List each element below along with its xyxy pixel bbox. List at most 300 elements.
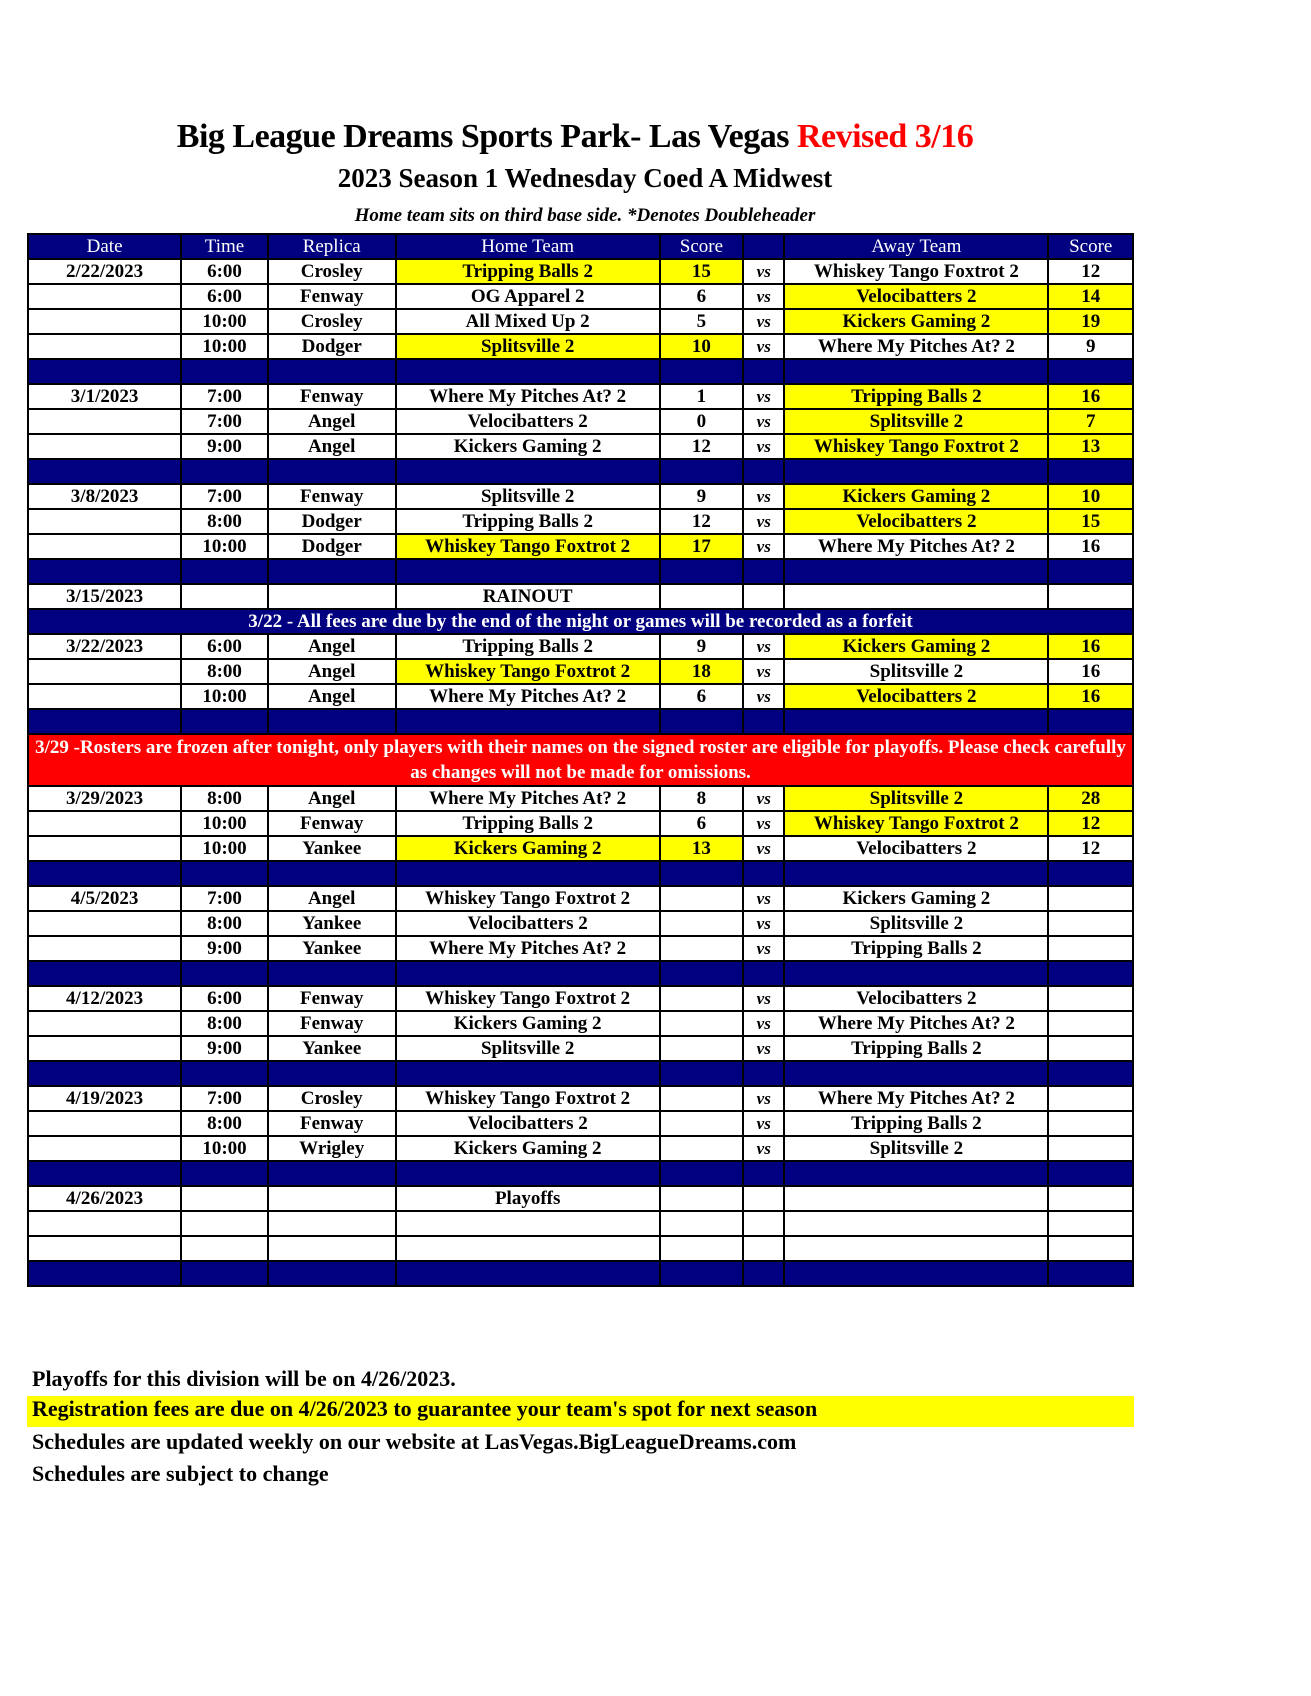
away-team-cell: Where My Pitches At? 2 xyxy=(784,1086,1048,1111)
away-score-cell xyxy=(1048,911,1133,936)
replica-cell: Dodger xyxy=(268,509,396,534)
empty-cell xyxy=(660,961,743,986)
game-row xyxy=(28,836,1133,861)
empty-cell xyxy=(743,1236,784,1261)
vs-cell: vs xyxy=(743,684,784,709)
vs-cell: vs xyxy=(743,1086,784,1111)
game-row xyxy=(28,1036,1133,1061)
away-team-cell: Kickers Gaming 2 xyxy=(784,634,1048,659)
empty-cell xyxy=(396,961,660,986)
time-cell: 8:00 xyxy=(181,1111,268,1136)
time-cell: 9:00 xyxy=(181,1036,268,1061)
time-cell: 9:00 xyxy=(181,434,268,459)
empty-cell xyxy=(28,1211,181,1236)
away-score-cell xyxy=(1048,1011,1133,1036)
empty-cell xyxy=(396,359,660,384)
vs-cell: vs xyxy=(743,484,784,509)
empty-cell xyxy=(743,584,784,609)
col-home-team: Home Team xyxy=(396,234,660,259)
fees-notice: 3/22 - All fees are due by the end of the night or games will be recorded as a forfeit xyxy=(28,609,1133,634)
empty-cell xyxy=(396,459,660,484)
empty-cell xyxy=(28,1261,181,1286)
time-cell: 10:00 xyxy=(181,534,268,559)
date-cell xyxy=(28,1111,181,1136)
away-score-cell: 28 xyxy=(1048,786,1133,811)
home-team-cell: Whiskey Tango Foxtrot 2 xyxy=(396,534,660,559)
replica-cell: Fenway xyxy=(268,384,396,409)
replica-cell: Fenway xyxy=(268,811,396,836)
replica-cell: Angel xyxy=(268,886,396,911)
home-team-cell: Whiskey Tango Foxtrot 2 xyxy=(396,886,660,911)
away-score-cell: 16 xyxy=(1048,634,1133,659)
time-cell xyxy=(181,584,268,609)
game-row xyxy=(28,1136,1133,1161)
empty-cell xyxy=(28,861,181,886)
col-vs xyxy=(743,234,784,259)
away-team-cell: Tripping Balls 2 xyxy=(784,384,1048,409)
home-team-cell: Velocibatters 2 xyxy=(396,911,660,936)
game-row xyxy=(28,484,1133,509)
empty-cell xyxy=(660,1261,743,1286)
away-score-cell xyxy=(1048,1136,1133,1161)
empty-cell xyxy=(181,459,268,484)
home-score-cell: 17 xyxy=(660,534,743,559)
home-team-cell: Kickers Gaming 2 xyxy=(396,1136,660,1161)
home-score-cell: 15 xyxy=(660,259,743,284)
replica-cell: Angel xyxy=(268,684,396,709)
time-cell: 7:00 xyxy=(181,484,268,509)
vs-cell: vs xyxy=(743,634,784,659)
away-team-cell: Splitsville 2 xyxy=(784,659,1048,684)
time-cell: 7:00 xyxy=(181,886,268,911)
empty-cell xyxy=(1048,861,1133,886)
away-score-cell: 12 xyxy=(1048,811,1133,836)
game-row xyxy=(28,684,1133,709)
empty-cell xyxy=(28,709,181,734)
away-score-cell: 16 xyxy=(1048,534,1133,559)
replica-cell: Fenway xyxy=(268,484,396,509)
away-team-cell: Tripping Balls 2 xyxy=(784,936,1048,961)
empty-cell xyxy=(743,359,784,384)
time-cell: 8:00 xyxy=(181,659,268,684)
date-cell: 3/8/2023 xyxy=(28,484,181,509)
home-score-cell xyxy=(660,1036,743,1061)
vs-cell: vs xyxy=(743,786,784,811)
empty-cell xyxy=(28,1236,181,1261)
empty-cell xyxy=(743,1061,784,1086)
empty-cell xyxy=(784,709,1048,734)
empty-cell xyxy=(181,709,268,734)
time-cell: 10:00 xyxy=(181,334,268,359)
date-cell xyxy=(28,911,181,936)
home-score-cell: 18 xyxy=(660,659,743,684)
vs-cell: vs xyxy=(743,309,784,334)
empty-cell xyxy=(660,1236,743,1261)
away-team-cell: Splitsville 2 xyxy=(784,911,1048,936)
home-team-cell: Kickers Gaming 2 xyxy=(396,434,660,459)
away-score-cell xyxy=(1048,986,1133,1011)
empty-cell xyxy=(1048,359,1133,384)
empty-cell xyxy=(1048,459,1133,484)
game-row xyxy=(28,434,1133,459)
home-team-cell: Where My Pitches At? 2 xyxy=(396,684,660,709)
game-row xyxy=(28,986,1133,1011)
home-score-cell: 9 xyxy=(660,634,743,659)
game-row xyxy=(28,509,1133,534)
home-team-cell: Splitsville 2 xyxy=(396,1036,660,1061)
empty-cell xyxy=(181,359,268,384)
empty-cell xyxy=(1048,1261,1133,1286)
home-score-cell: 6 xyxy=(660,284,743,309)
footer-website: Schedules are updated weekly on our website at LasVegas.BigLeagueDreams.com xyxy=(32,1429,797,1454)
home-score-cell xyxy=(660,936,743,961)
subtitle: 2023 Season 1 Wednesday Coed A Midwest xyxy=(337,163,833,193)
date-cell xyxy=(28,284,181,309)
away-score-cell xyxy=(1048,886,1133,911)
home-team-cell: Whiskey Tango Foxtrot 2 xyxy=(396,659,660,684)
vs-cell: vs xyxy=(743,384,784,409)
date-cell: 3/1/2023 xyxy=(28,384,181,409)
date-cell: 3/15/2023 xyxy=(28,584,181,609)
vs-cell: vs xyxy=(743,284,784,309)
away-team-cell: Splitsville 2 xyxy=(784,1136,1048,1161)
vs-cell: vs xyxy=(743,836,784,861)
home-score-cell: 13 xyxy=(660,836,743,861)
date-cell xyxy=(28,409,181,434)
roster-alert: 3/29 -Rosters are frozen after tonight, only players with their names on the signed roster are eligible for playoffs. Please check carefully as changes will not be made for omissions. xyxy=(28,734,1133,786)
away-team-cell: Kickers Gaming 2 xyxy=(784,886,1048,911)
empty-cell xyxy=(660,559,743,584)
home-team-cell: Kickers Gaming 2 xyxy=(396,1011,660,1036)
game-row xyxy=(28,284,1133,309)
replica-cell xyxy=(268,1186,396,1211)
empty-cell xyxy=(1048,1061,1133,1086)
home-team-cell: Velocibatters 2 xyxy=(396,1111,660,1136)
home-score-cell xyxy=(660,1111,743,1136)
away-team-cell: Velocibatters 2 xyxy=(784,509,1048,534)
home-score-cell xyxy=(660,986,743,1011)
game-row xyxy=(28,886,1133,911)
empty-cell xyxy=(396,1061,660,1086)
away-score-cell: 7 xyxy=(1048,409,1133,434)
empty-cell xyxy=(784,1161,1048,1186)
date-cell xyxy=(28,811,181,836)
empty-cell xyxy=(660,1161,743,1186)
empty-cell xyxy=(268,1061,396,1086)
home-team-cell: Whiskey Tango Foxtrot 2 xyxy=(396,986,660,1011)
footer-registration: Registration fees are due on 4/26/2023 to guarantee your team's spot for next season xyxy=(27,1396,1134,1427)
vs-cell: vs xyxy=(743,409,784,434)
replica-cell: Dodger xyxy=(268,334,396,359)
away-team-cell: Velocibatters 2 xyxy=(784,284,1048,309)
game-row xyxy=(28,811,1133,836)
empty-cell xyxy=(784,961,1048,986)
time-cell: 7:00 xyxy=(181,1086,268,1111)
away-score-cell: 9 xyxy=(1048,334,1133,359)
home-score-cell xyxy=(660,1011,743,1036)
separator-row xyxy=(28,359,1133,384)
replica-cell: Fenway xyxy=(268,986,396,1011)
away-score-cell: 14 xyxy=(1048,284,1133,309)
empty-cell xyxy=(660,1186,743,1211)
date-cell xyxy=(28,684,181,709)
vs-cell: vs xyxy=(743,534,784,559)
empty-cell xyxy=(181,1061,268,1086)
game-row xyxy=(28,1086,1133,1111)
special-row xyxy=(28,584,1133,609)
empty-cell xyxy=(268,709,396,734)
time-cell: 10:00 xyxy=(181,1136,268,1161)
away-score-cell: 16 xyxy=(1048,384,1133,409)
date-cell xyxy=(28,1011,181,1036)
header-row xyxy=(28,234,1133,259)
game-row xyxy=(28,309,1133,334)
empty-cell xyxy=(268,961,396,986)
date-cell: 3/22/2023 xyxy=(28,634,181,659)
replica-cell: Crosley xyxy=(268,309,396,334)
home-score-cell xyxy=(660,886,743,911)
game-row xyxy=(28,659,1133,684)
replica-cell: Angel xyxy=(268,434,396,459)
home-score-cell: 1 xyxy=(660,384,743,409)
vs-cell: vs xyxy=(743,1036,784,1061)
empty-cell xyxy=(784,359,1048,384)
replica-cell: Dodger xyxy=(268,534,396,559)
empty-cell xyxy=(28,459,181,484)
empty-cell xyxy=(660,584,743,609)
empty-cell xyxy=(268,459,396,484)
time-cell: 8:00 xyxy=(181,786,268,811)
event-label: Playoffs xyxy=(396,1186,660,1211)
separator-row xyxy=(28,1261,1133,1286)
vs-cell: vs xyxy=(743,509,784,534)
away-team-cell: Tripping Balls 2 xyxy=(784,1111,1048,1136)
game-row xyxy=(28,259,1133,284)
date-cell xyxy=(28,309,181,334)
empty-row xyxy=(28,1236,1133,1261)
home-team-cell: Where My Pitches At? 2 xyxy=(396,786,660,811)
empty-cell xyxy=(181,861,268,886)
empty-cell xyxy=(784,559,1048,584)
replica-cell: Fenway xyxy=(268,284,396,309)
date-cell xyxy=(28,434,181,459)
empty-cell xyxy=(743,961,784,986)
empty-cell xyxy=(268,559,396,584)
date-cell: 4/26/2023 xyxy=(28,1186,181,1211)
empty-cell xyxy=(181,1236,268,1261)
vs-cell: vs xyxy=(743,434,784,459)
empty-cell xyxy=(660,1211,743,1236)
game-row xyxy=(28,936,1133,961)
home-team-cell: Whiskey Tango Foxtrot 2 xyxy=(396,1086,660,1111)
away-score-cell xyxy=(1048,936,1133,961)
empty-cell xyxy=(396,1211,660,1236)
empty-cell xyxy=(181,1261,268,1286)
empty-cell xyxy=(1048,584,1133,609)
date-cell xyxy=(28,836,181,861)
game-row xyxy=(28,786,1133,811)
empty-cell xyxy=(181,961,268,986)
empty-cell xyxy=(1048,709,1133,734)
home-score-cell: 12 xyxy=(660,434,743,459)
empty-cell xyxy=(28,359,181,384)
replica-cell: Yankee xyxy=(268,1036,396,1061)
away-team-cell: Velocibatters 2 xyxy=(784,836,1048,861)
vs-cell: vs xyxy=(743,1111,784,1136)
schedule-table xyxy=(27,233,1134,1287)
separator-row xyxy=(28,961,1133,986)
empty-cell xyxy=(743,459,784,484)
separator-row xyxy=(28,861,1133,886)
empty-cell xyxy=(660,861,743,886)
empty-cell xyxy=(268,1211,396,1236)
empty-cell xyxy=(743,1211,784,1236)
replica-cell: Angel xyxy=(268,409,396,434)
home-team-cell: All Mixed Up 2 xyxy=(396,309,660,334)
empty-cell xyxy=(743,1186,784,1211)
empty-cell xyxy=(28,1161,181,1186)
away-team-cell: Velocibatters 2 xyxy=(784,684,1048,709)
vs-cell: vs xyxy=(743,1011,784,1036)
empty-cell xyxy=(743,709,784,734)
empty-cell xyxy=(268,1161,396,1186)
separator-row xyxy=(28,709,1133,734)
away-team-cell: Where My Pitches At? 2 xyxy=(784,334,1048,359)
replica-cell: Fenway xyxy=(268,1111,396,1136)
vs-cell: vs xyxy=(743,811,784,836)
time-cell: 6:00 xyxy=(181,634,268,659)
date-cell xyxy=(28,936,181,961)
empty-cell xyxy=(660,1061,743,1086)
date-cell: 3/29/2023 xyxy=(28,786,181,811)
time-cell: 6:00 xyxy=(181,284,268,309)
empty-cell xyxy=(784,459,1048,484)
home-team-cell: Tripping Balls 2 xyxy=(396,811,660,836)
away-score-cell: 16 xyxy=(1048,684,1133,709)
time-cell: 6:00 xyxy=(181,986,268,1011)
home-score-cell xyxy=(660,1086,743,1111)
roster-alert-row xyxy=(28,734,1133,786)
vs-cell: vs xyxy=(743,911,784,936)
replica-cell: Crosley xyxy=(268,259,396,284)
replica-cell: Wrigley xyxy=(268,1136,396,1161)
note: Home team sits on third base side. *Denotes Doubleheader xyxy=(354,205,816,226)
empty-cell xyxy=(660,359,743,384)
empty-cell xyxy=(784,1061,1048,1086)
away-score-cell: 13 xyxy=(1048,434,1133,459)
replica-cell xyxy=(268,584,396,609)
game-row xyxy=(28,634,1133,659)
empty-cell xyxy=(1048,1236,1133,1261)
replica-cell: Angel xyxy=(268,634,396,659)
vs-cell: vs xyxy=(743,659,784,684)
away-team-cell: Where My Pitches At? 2 xyxy=(784,534,1048,559)
vs-cell: vs xyxy=(743,259,784,284)
col-home-score: Score xyxy=(660,234,743,259)
home-score-cell: 6 xyxy=(660,811,743,836)
away-score-cell: 12 xyxy=(1048,259,1133,284)
replica-cell: Yankee xyxy=(268,936,396,961)
away-score-cell xyxy=(1048,1111,1133,1136)
empty-cell xyxy=(268,1261,396,1286)
empty-cell xyxy=(784,1236,1048,1261)
empty-cell xyxy=(784,861,1048,886)
special-row xyxy=(28,1186,1133,1211)
away-team-cell: Splitsville 2 xyxy=(784,409,1048,434)
home-score-cell: 0 xyxy=(660,409,743,434)
empty-cell xyxy=(784,1211,1048,1236)
time-cell: 7:00 xyxy=(181,384,268,409)
separator-row xyxy=(28,1061,1133,1086)
notice-row xyxy=(28,609,1133,634)
replica-cell: Yankee xyxy=(268,836,396,861)
away-team-cell: Tripping Balls 2 xyxy=(784,1036,1048,1061)
away-team-cell: Whiskey Tango Foxtrot 2 xyxy=(784,434,1048,459)
away-score-cell: 19 xyxy=(1048,309,1133,334)
away-team-cell: Splitsville 2 xyxy=(784,786,1048,811)
col-away-team: Away Team xyxy=(784,234,1048,259)
away-team-cell: Velocibatters 2 xyxy=(784,986,1048,1011)
date-cell: 4/12/2023 xyxy=(28,986,181,1011)
title-text: Big League Dreams Sports Park- Las Vegas xyxy=(176,118,789,155)
vs-cell: vs xyxy=(743,886,784,911)
col-replica: Replica xyxy=(268,234,396,259)
home-score-cell: 10 xyxy=(660,334,743,359)
home-team-cell: Tripping Balls 2 xyxy=(396,509,660,534)
time-cell xyxy=(181,1186,268,1211)
separator-row xyxy=(28,459,1133,484)
empty-cell xyxy=(396,861,660,886)
footer-playoffs: Playoffs for this division will be on 4/26/2023. xyxy=(32,1366,456,1391)
separator-row xyxy=(28,559,1133,584)
col-date: Date xyxy=(28,234,181,259)
time-cell: 6:00 xyxy=(181,259,268,284)
home-team-cell: Velocibatters 2 xyxy=(396,409,660,434)
date-cell xyxy=(28,534,181,559)
home-score-cell: 8 xyxy=(660,786,743,811)
home-score-cell xyxy=(660,1136,743,1161)
time-cell: 8:00 xyxy=(181,1011,268,1036)
away-score-cell: 12 xyxy=(1048,836,1133,861)
empty-cell xyxy=(396,559,660,584)
empty-cell xyxy=(1048,559,1133,584)
time-cell: 10:00 xyxy=(181,684,268,709)
empty-cell xyxy=(181,1161,268,1186)
replica-cell: Yankee xyxy=(268,911,396,936)
away-score-cell xyxy=(1048,1086,1133,1111)
away-team-cell: Where My Pitches At? 2 xyxy=(784,1011,1048,1036)
game-row xyxy=(28,534,1133,559)
empty-cell xyxy=(1048,961,1133,986)
footer-subject-to-change: Schedules are subject to change xyxy=(32,1461,329,1486)
replica-cell: Angel xyxy=(268,786,396,811)
empty-cell xyxy=(181,1211,268,1236)
empty-cell xyxy=(268,861,396,886)
home-score-cell xyxy=(660,911,743,936)
home-score-cell: 9 xyxy=(660,484,743,509)
empty-cell xyxy=(784,584,1048,609)
empty-cell xyxy=(28,559,181,584)
home-team-cell: Tripping Balls 2 xyxy=(396,259,660,284)
empty-cell xyxy=(396,1161,660,1186)
time-cell: 10:00 xyxy=(181,309,268,334)
home-score-cell: 12 xyxy=(660,509,743,534)
vs-cell: vs xyxy=(743,1136,784,1161)
empty-cell xyxy=(743,1261,784,1286)
empty-cell xyxy=(784,1186,1048,1211)
event-label: RAINOUT xyxy=(396,584,660,609)
away-score-cell: 16 xyxy=(1048,659,1133,684)
